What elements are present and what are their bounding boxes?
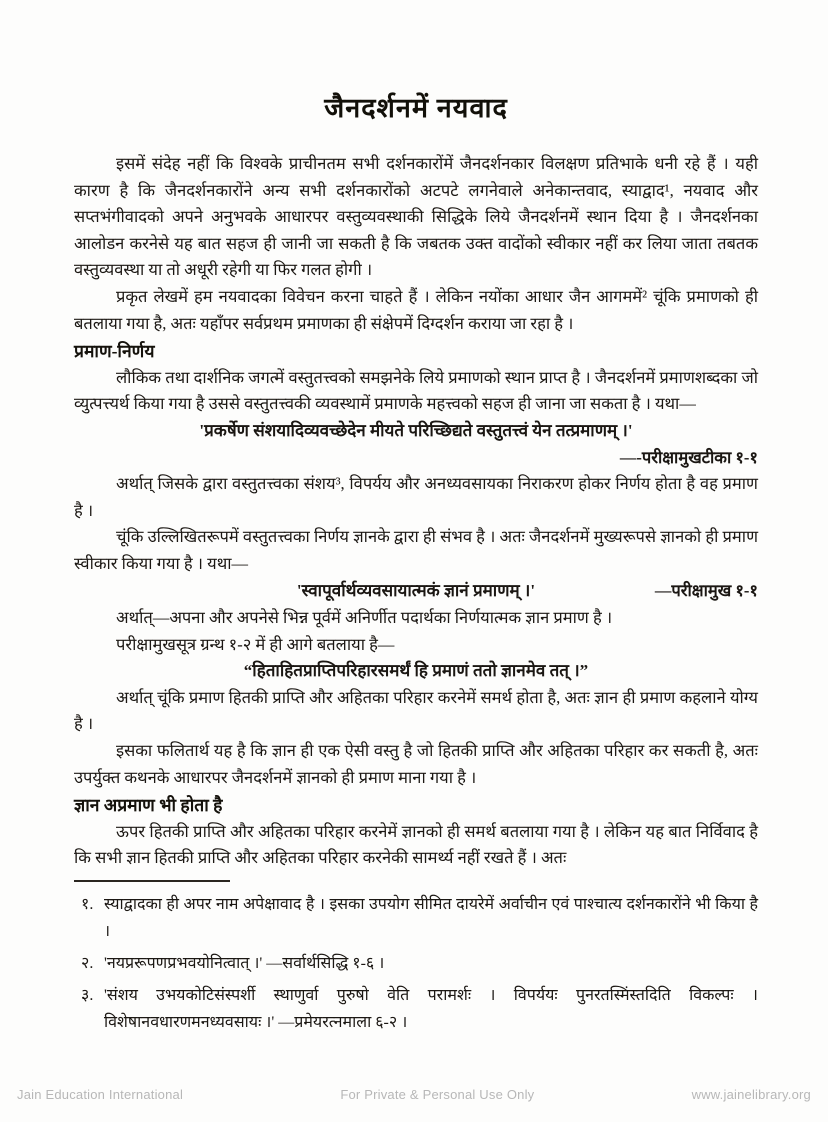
paragraph-verse3-meaning: अर्थात् चूंकि प्रमाण हितकी प्राप्ति और अहितका परिहार करनेमें समर्थ होता है, अतः ज्ञान ही प्रमाण कहलाने योग्य है । — [74, 687, 758, 734]
verse-block-2 — [74, 578, 758, 606]
text-column — [74, 0, 758, 1041]
verse-block-1 — [74, 418, 758, 471]
footnote-text: स्याद्वादका ही अपर नाम अपेक्षावाद है । इसका उपयोग सीमित दायरेमें अर्वाचीन एवं पाश्चात्य दर्शनकारोंने भी किया है । — [104, 896, 758, 941]
footnote-number: ३. — [81, 987, 94, 1005]
paragraph-conclusion: इसका फलितार्थ यह है कि ज्ञान ही एक ऐसी वस्तु है जो हितकी प्राप्ति और अहितका परिहार कर सकती है, अतः उपर्युक्त कथनके आधारपर जैनदर्शनमें ज्ञानको ही प्रमाण माना गया है । — [74, 741, 758, 787]
paragraph-intro: इसमें संदेह नहीं कि विश्वके प्राचीनतम सभी दर्शनकारोंमें जैनदर्शनकार विलक्षण प्रतिभाके धनी रहे हैं । यही कारण है कि जैनदर्शनकारोंने अन्य सभी दर्शनकारोंको अटपटे लगनेवाले अनेकान्तवाद, स्याद्वाद¹, नयवाद और सप्तभंगीवादको अपने अनुभवके आधारपर वस्तुव्यवस्थाकी सिद्धिके लिये जैनदर्शनमें स्थान दिया है । जैनदर्शनका आलोडन करनेसे यह बात सहज ही जानी जा सकती है कि जबतक उक्त वादोंको स्वीकार नहीं कर लिया जाता तबतक वस्तुव्यवस्था या तो अधूरी रहेगी या फिर गलत होगी । — [74, 154, 758, 280]
footnote-item — [74, 982, 758, 1036]
paragraph-jnana-pramana: चूंकि उल्लिखितरूपमें वस्तुतत्त्वका निर्णय ज्ञानके द्वारा ही संभव है । अतः जैनदर्शनमें मुख्यरूपसे ज्ञानको ही प्रमाण स्वीकार किया गया है । यथा— — [74, 527, 758, 573]
sanskrit-verse-2: 'स्वापूर्वार्थव्यवसायात्मकं ज्ञानं प्रमाणम् ।' — [296, 580, 536, 600]
verse-2-citation: —परीक्षामुख १-१ — [654, 580, 758, 600]
paragraph-parikshamukh-ref: परीक्षामुखसूत्र ग्रन्थ १-२ में ही आगे बतलाया है— — [116, 634, 395, 654]
footnote-separator-rule — [74, 880, 230, 882]
paragraph-verse2-meaning: अर्थात्—अपना और अपनेसे भिन्न पूर्वमें अनिर्णीत पदार्थका निर्णयात्मक ज्ञान प्रमाण है । — [116, 608, 613, 628]
verse-1-citation: —-परीक्षामुखटीका १-१ — [619, 447, 758, 467]
footnote-text: 'संशय उभयकोटिसंस्पर्शी स्थाणुर्वा पुरुषो वेति परामर्शः । विपर्ययः पुनरतस्मिंस्तदिति विकल्पः । विशेषानवधारणमनध्यवसायः ।' —प्रमेयरत्नमाला ६-२ । — [104, 987, 758, 1032]
section-heading-pramana-nirnaya: प्रमाण-निर्णय — [74, 341, 155, 362]
footer-left-text: Jain Education International — [17, 1087, 184, 1102]
scan-footer — [0, 1087, 828, 1102]
footnotes-section — [74, 891, 758, 1036]
paragraph-pramana-intro: लौकिक तथा दार्शनिक जगत्में वस्तुतत्त्वको समझनेके लिये प्रमाणको स्थान प्राप्त है । जैनदर्शनमें प्रमाणशब्दका जो व्युत्पत्त्यर्थ किया गया है उससे वस्तुतत्त्वकी व्यवस्थामें प्रमाणके महत्त्वको सहज ही जाना जा सकता है । यथा— — [74, 367, 758, 414]
paragraph-verse1-meaning: अर्थात् जिसके द्वारा वस्तुतत्त्वका संशय³, विपर्यय और अनध्यवसायका निराकरण होकर निर्णय होता है वह प्रमाण है । — [74, 474, 758, 520]
page-title: जैनदर्शनमें नयवाद — [324, 93, 508, 123]
footnote-item — [74, 891, 758, 945]
footer-center-text: For Private & Personal Use Only — [340, 1087, 535, 1102]
section-heading-jnana-apramana: ज्ञान अप्रमाण भी होता है — [74, 795, 223, 816]
sanskrit-verse-3: “हिताहितप्राप्तिपरिहारसमर्थं हि प्रमाणं ततो ज्ञानमेव तत् ।” — [243, 661, 589, 681]
footnote-number: २. — [81, 955, 94, 973]
footer-right-text: www.jainelibrary.org — [691, 1087, 811, 1102]
footnote-text: 'नयप्ररूपणप्रभवयोनित्वात् ।' —सर्वार्थसिद्धि १-६ । — [104, 955, 385, 973]
paragraph-apramana-intro: ऊपर हितकी प्राप्ति और अहितका परिहार करनेमें ज्ञानको ही समर्थ बतलाया गया है । लेकिन यह बात निर्विवाद है कि सभी ज्ञान हितकी प्राप्ति और अहितका परिहार करनेकी सामर्थ्य नहीं रखते हैं । अतः — [74, 821, 758, 868]
footnote-item — [74, 950, 758, 977]
footnote-number: १. — [81, 896, 94, 914]
sanskrit-verse-1: 'प्रकर्षेण संशयादिव्यवच्छेदेन मीयते परिच्छिद्यते वस्तुतत्त्वं येन तत्प्रमाणम् ।' — [199, 420, 633, 440]
paragraph-topic: प्रकृत लेखमें हम नयवादका विवेचन करना चाहते हैं । लेकिन नयोंका आधार जैन आगममें² चूंकि प्रमाणको ही बतलाया गया है, अतः यहाँपर सर्वप्रथम प्रमाणका ही संक्षेपमें दिग्दर्शन कराया जा रहा है । — [74, 286, 758, 333]
